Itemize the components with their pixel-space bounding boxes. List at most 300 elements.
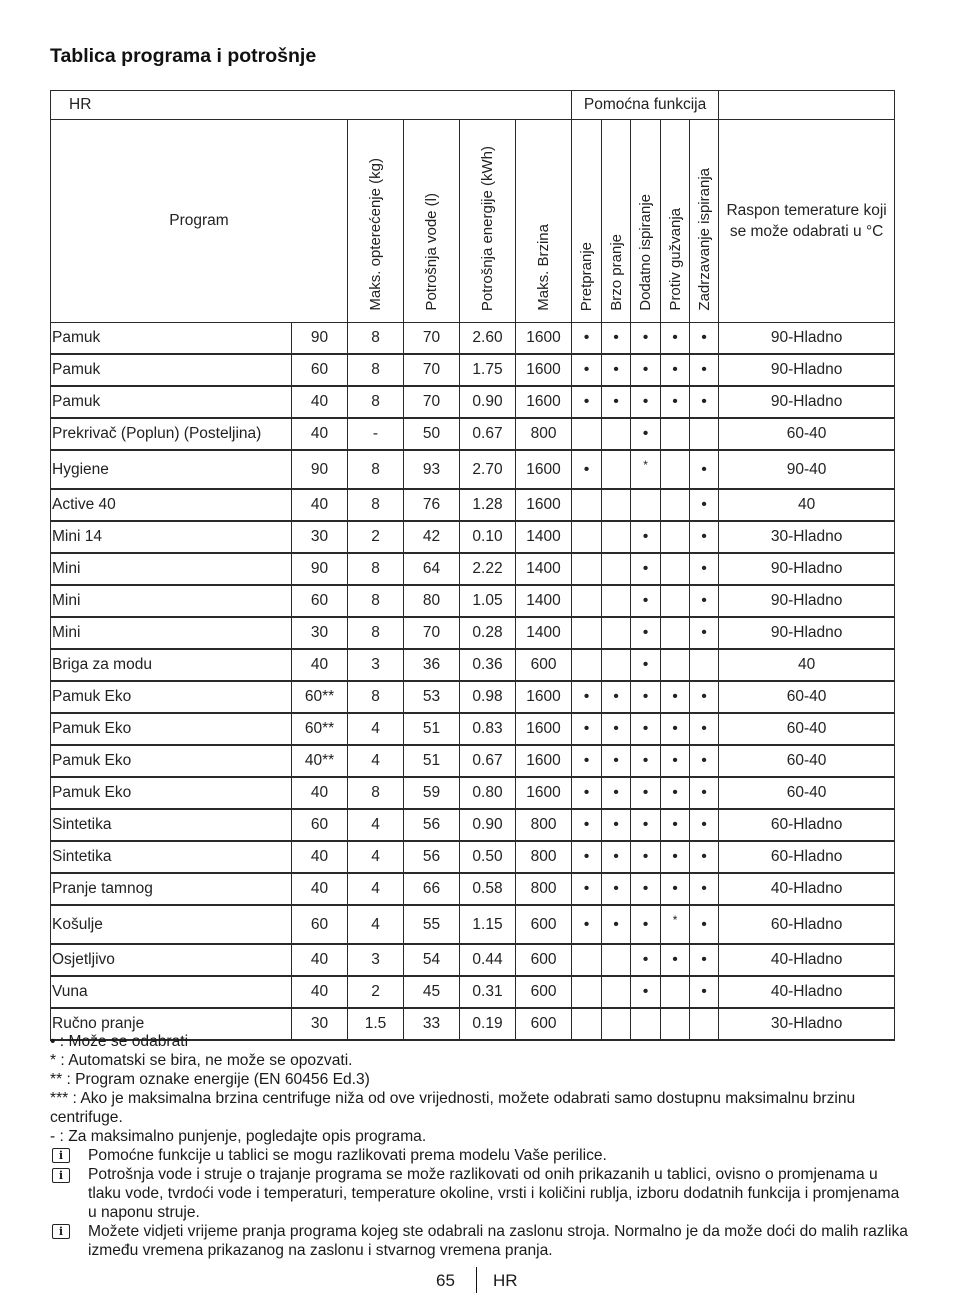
anti-crease-mark	[661, 489, 690, 521]
prewash-mark: •	[572, 745, 602, 777]
program-name: Ručno pranje	[51, 1008, 292, 1040]
extra-rinse-mark: •	[631, 553, 661, 585]
water-header: Potrošnja vode (l)	[404, 120, 460, 323]
extra-rinse-mark: •	[631, 354, 661, 386]
table-row	[51, 354, 895, 386]
prewash-mark: •	[572, 713, 602, 745]
extra-rinse-mark: •	[631, 649, 661, 681]
water-consumption: 51	[404, 713, 460, 745]
extra-rinse-mark: •	[631, 386, 661, 418]
water-consumption: 70	[404, 386, 460, 418]
max-spin-speed: 800	[516, 873, 572, 905]
program-name: Pamuk	[51, 386, 292, 418]
water-consumption: 64	[404, 553, 460, 585]
max-load: 2	[348, 976, 404, 1008]
max-spin-speed: 1400	[516, 585, 572, 617]
max-spin-speed: 1400	[516, 617, 572, 649]
max-load: 3	[348, 944, 404, 976]
energy-consumption: 0.90	[460, 386, 516, 418]
temperature-range: 90-Hladno	[719, 386, 895, 418]
program-name: Mini 14	[51, 521, 292, 553]
table-row	[51, 713, 895, 745]
energy-consumption: 2.70	[460, 450, 516, 489]
quick-wash-header: Brzo pranje	[602, 120, 631, 323]
energy-consumption: 0.67	[460, 745, 516, 777]
program-temperature: 40	[292, 873, 348, 905]
table-row	[51, 521, 895, 553]
extra-rinse-mark: •	[631, 521, 661, 553]
energy-consumption: 0.90	[460, 809, 516, 841]
rinse-hold-mark: •	[690, 489, 719, 521]
program-temperature: 60**	[292, 713, 348, 745]
water-consumption: 56	[404, 809, 460, 841]
program-temperature: 60	[292, 585, 348, 617]
max-load: 8	[348, 553, 404, 585]
max-load: 8	[348, 617, 404, 649]
energy-consumption: 0.80	[460, 777, 516, 809]
quick-wash-mark	[602, 617, 631, 649]
program-temperature: 90	[292, 553, 348, 585]
program-name: Pamuk	[51, 323, 292, 355]
temperature-range: 90-Hladno	[719, 617, 895, 649]
max-spin-speed: 600	[516, 649, 572, 681]
program-name: Active 40	[51, 489, 292, 521]
max-load: 4	[348, 841, 404, 873]
anti-crease-mark: •	[661, 354, 690, 386]
energy-consumption: 0.28	[460, 617, 516, 649]
table-row	[51, 418, 895, 450]
extra-rinse-mark: •	[631, 585, 661, 617]
legend-dash: - : Za maksimalno punjenje, pogledajte opis programa.	[50, 1128, 427, 1145]
table-row	[51, 873, 895, 905]
program-name: Mini	[51, 617, 292, 649]
program-name: Osjetljivo	[51, 944, 292, 976]
max-spin-speed: 1600	[516, 386, 572, 418]
extra-rinse-mark: •	[631, 976, 661, 1008]
energy-consumption: 1.15	[460, 905, 516, 944]
rinse-hold-header: Zadrzavanje ispiranja	[690, 120, 719, 323]
max-load: 8	[348, 585, 404, 617]
water-consumption: 51	[404, 745, 460, 777]
max-spin-speed: 1600	[516, 450, 572, 489]
max-spin-speed: 1600	[516, 681, 572, 713]
rinse-hold-mark: •	[690, 713, 719, 745]
note-text: Možete vidjeti vrijeme pranja programa kojeg ste odabrali na zaslonu stroja. Normalno je da može doći do malih razlika između vremena prikazanog na zaslonu i stvarnog vremena pranja.	[88, 1223, 908, 1259]
prewash-mark: •	[572, 450, 602, 489]
table-row	[51, 841, 895, 873]
table-row	[51, 386, 895, 418]
temperature-range: 60-40	[719, 713, 895, 745]
water-consumption: 59	[404, 777, 460, 809]
prewash-mark	[572, 418, 602, 450]
program-name: Briga za modu	[51, 649, 292, 681]
temperature-range: 90-Hladno	[719, 553, 895, 585]
temperature-range: 60-40	[719, 745, 895, 777]
energy-consumption: 0.36	[460, 649, 516, 681]
quick-wash-mark: •	[602, 809, 631, 841]
quick-wash-mark: •	[602, 354, 631, 386]
program-temperature: 40	[292, 976, 348, 1008]
program-name: Mini	[51, 553, 292, 585]
temperature-range: 40-Hladno	[719, 976, 895, 1008]
program-name: Mini	[51, 585, 292, 617]
quick-wash-mark	[602, 585, 631, 617]
energy-consumption: 0.58	[460, 873, 516, 905]
prewash-mark: •	[572, 354, 602, 386]
water-consumption: 36	[404, 649, 460, 681]
rinse-hold-mark: •	[690, 354, 719, 386]
water-consumption: 70	[404, 354, 460, 386]
note-aux-functions	[50, 1146, 910, 1222]
extra-rinse-mark: •	[631, 809, 661, 841]
energy-consumption: 0.19	[460, 1008, 516, 1040]
rinse-hold-mark: •	[690, 521, 719, 553]
max-spin-speed: 800	[516, 418, 572, 450]
program-name: Košulje	[51, 905, 292, 944]
prewash-mark: •	[572, 809, 602, 841]
program-temperature: 90	[292, 450, 348, 489]
program-temperature: 90	[292, 323, 348, 355]
max-load: 1.5	[348, 1008, 404, 1040]
program-name: Pamuk Eko	[51, 681, 292, 713]
table-row	[51, 649, 895, 681]
program-temperature: 40	[292, 418, 348, 450]
program-table	[50, 90, 895, 1041]
rinse-hold-mark: •	[690, 873, 719, 905]
temperature-range: 90-40	[719, 450, 895, 489]
anti-crease-mark	[661, 521, 690, 553]
quick-wash-mark: •	[602, 777, 631, 809]
program-temperature: 30	[292, 617, 348, 649]
rinse-hold-mark: •	[690, 841, 719, 873]
extra-rinse-mark: •	[631, 713, 661, 745]
max-spin-speed: 1600	[516, 489, 572, 521]
anti-crease-mark: •	[661, 777, 690, 809]
prewash-mark	[572, 489, 602, 521]
energy-consumption: 1.28	[460, 489, 516, 521]
prewash-mark: •	[572, 386, 602, 418]
temperature-range: 40-Hladno	[719, 873, 895, 905]
table-row	[51, 976, 895, 1008]
program-temperature: 60	[292, 809, 348, 841]
max-load: 8	[348, 386, 404, 418]
anti-crease-mark: *	[661, 905, 690, 944]
anti-crease-mark: •	[661, 681, 690, 713]
program-temperature: 40	[292, 489, 348, 521]
energy-consumption: 2.22	[460, 553, 516, 585]
table-row	[51, 745, 895, 777]
table-row	[51, 553, 895, 585]
prewash-header: Pretpranje	[572, 120, 602, 323]
quick-wash-mark	[602, 450, 631, 489]
temperature-range: 90-Hladno	[719, 323, 895, 355]
extra-rinse-mark: •	[631, 323, 661, 355]
quick-wash-mark	[602, 418, 631, 450]
rinse-hold-mark: •	[690, 809, 719, 841]
program-temperature: 40	[292, 944, 348, 976]
energy-consumption: 0.83	[460, 713, 516, 745]
quick-wash-mark: •	[602, 386, 631, 418]
temperature-range: 60-Hladno	[719, 809, 895, 841]
water-consumption: 80	[404, 585, 460, 617]
max-load: 8	[348, 354, 404, 386]
water-consumption: 50	[404, 418, 460, 450]
program-temperature: 60	[292, 354, 348, 386]
note-text: Pomoćne funkcije u tablici se mogu razlikovati prema modelu Vaše perilice.	[88, 1147, 607, 1164]
extra-rinse-mark: •	[631, 944, 661, 976]
rinse-hold-mark: •	[690, 944, 719, 976]
energy-consumption: 1.75	[460, 354, 516, 386]
energy-consumption: 0.67	[460, 418, 516, 450]
program-temperature: 40	[292, 386, 348, 418]
prewash-mark: •	[572, 681, 602, 713]
water-consumption: 54	[404, 944, 460, 976]
table-row	[51, 489, 895, 521]
energy-consumption: 0.31	[460, 976, 516, 1008]
water-consumption: 56	[404, 841, 460, 873]
top-right-empty	[719, 91, 895, 120]
rinse-hold-mark: •	[690, 585, 719, 617]
anti-crease-mark: •	[661, 713, 690, 745]
quick-wash-mark: •	[602, 873, 631, 905]
program-name: Pamuk Eko	[51, 777, 292, 809]
max-load: 8	[348, 450, 404, 489]
energy-consumption: 0.98	[460, 681, 516, 713]
load-header: Maks. opterećenje (kg)	[348, 120, 404, 323]
legend-star: * : Automatski se bira, ne može se opozvati.	[50, 1052, 353, 1069]
program-temperature: 40**	[292, 745, 348, 777]
temperature-range: 60-40	[719, 681, 895, 713]
anti-crease-mark	[661, 418, 690, 450]
max-load: 4	[348, 713, 404, 745]
info-icon: i	[52, 1224, 70, 1239]
extra-rinse-mark: *	[631, 450, 661, 489]
water-consumption: 45	[404, 976, 460, 1008]
program-temperature: 40	[292, 777, 348, 809]
water-consumption: 70	[404, 323, 460, 355]
rinse-hold-mark: •	[690, 386, 719, 418]
program-temperature: 40	[292, 649, 348, 681]
quick-wash-mark	[602, 489, 631, 521]
prewash-mark	[572, 649, 602, 681]
anti-crease-mark	[661, 649, 690, 681]
max-load: 3	[348, 649, 404, 681]
anti-crease-mark	[661, 553, 690, 585]
extra-rinse-mark: •	[631, 841, 661, 873]
anti-crease-mark: •	[661, 809, 690, 841]
program-name: Sintetika	[51, 841, 292, 873]
table-row	[51, 585, 895, 617]
water-consumption: 70	[404, 617, 460, 649]
rinse-hold-mark: •	[690, 976, 719, 1008]
max-spin-speed: 800	[516, 809, 572, 841]
rinse-hold-mark: •	[690, 745, 719, 777]
program-name: Pamuk	[51, 354, 292, 386]
extra-rinse-mark: •	[631, 745, 661, 777]
max-spin-speed: 1600	[516, 777, 572, 809]
max-spin-speed: 600	[516, 905, 572, 944]
water-consumption: 55	[404, 905, 460, 944]
water-consumption: 76	[404, 489, 460, 521]
temperature-range-header: Raspon temerature koji se može odabrati u °C	[719, 120, 895, 323]
rinse-hold-mark: •	[690, 617, 719, 649]
anti-crease-mark	[661, 617, 690, 649]
anti-crease-mark: •	[661, 944, 690, 976]
max-load: 8	[348, 681, 404, 713]
program-temperature: 30	[292, 1008, 348, 1040]
anti-crease-mark: •	[661, 323, 690, 355]
program-temperature: 40	[292, 841, 348, 873]
extra-rinse-mark: •	[631, 617, 661, 649]
temperature-range: 60-Hladno	[719, 841, 895, 873]
energy-header: Potrošnja energije (kWh)	[460, 120, 516, 323]
max-load: 4	[348, 809, 404, 841]
rinse-hold-mark: •	[690, 777, 719, 809]
info-icon: i	[52, 1168, 70, 1183]
temperature-range: 40-Hladno	[719, 944, 895, 976]
extra-rinse-mark: •	[631, 905, 661, 944]
water-consumption: 93	[404, 450, 460, 489]
prewash-mark	[572, 585, 602, 617]
energy-consumption: 0.50	[460, 841, 516, 873]
extra-rinse-mark: •	[631, 418, 661, 450]
note-display-time	[50, 1222, 910, 1260]
extra-rinse-mark: •	[631, 681, 661, 713]
anti-crease-mark: •	[661, 873, 690, 905]
extra-rinse-header: Dodatno ispiranje	[631, 120, 661, 323]
program-name: Pamuk Eko	[51, 713, 292, 745]
prewash-mark	[572, 617, 602, 649]
quick-wash-mark: •	[602, 905, 631, 944]
temperature-range: 60-40	[719, 777, 895, 809]
max-spin-speed: 1600	[516, 354, 572, 386]
rinse-hold-mark	[690, 418, 719, 450]
rinse-hold-mark	[690, 649, 719, 681]
max-spin-speed: 600	[516, 944, 572, 976]
anti-crease-mark	[661, 450, 690, 489]
max-load: 4	[348, 873, 404, 905]
water-consumption: 33	[404, 1008, 460, 1040]
rinse-hold-mark: •	[690, 905, 719, 944]
program-name: Sintetika	[51, 809, 292, 841]
temperature-range: 60-Hladno	[719, 905, 895, 944]
program-temperature: 60**	[292, 681, 348, 713]
prewash-mark	[572, 976, 602, 1008]
temperature-range: 90-Hladno	[719, 354, 895, 386]
quick-wash-mark: •	[602, 841, 631, 873]
extra-rinse-mark: •	[631, 777, 661, 809]
page-title: Tablica programa i potrošnje	[50, 45, 317, 67]
temperature-range: 90-Hladno	[719, 585, 895, 617]
table-lang-label: HR	[51, 91, 572, 120]
rinse-hold-mark: •	[690, 681, 719, 713]
prewash-mark: •	[572, 905, 602, 944]
water-consumption: 53	[404, 681, 460, 713]
program-name: Pranje tamnog	[51, 873, 292, 905]
energy-consumption: 1.05	[460, 585, 516, 617]
rinse-hold-mark: •	[690, 323, 719, 355]
quick-wash-mark: •	[602, 681, 631, 713]
temperature-range: 40	[719, 489, 895, 521]
note-text: Potrošnja vode i struje o trajanje programa se može razlikovati od onih prikazanih u tablici, ovisno o promjenama u tlaku vode, tvrdoći vode i temperaturi, temperature okoline, vrsti i količini rublja, izboru dodatnih funkcija i promjenama u naponu struje.	[88, 1166, 900, 1221]
quick-wash-mark	[602, 944, 631, 976]
energy-consumption: 0.44	[460, 944, 516, 976]
footer-language: HR	[493, 1271, 518, 1290]
max-load: 4	[348, 745, 404, 777]
max-load: -	[348, 418, 404, 450]
quick-wash-mark: •	[602, 713, 631, 745]
water-consumption: 42	[404, 521, 460, 553]
program-temperature: 60	[292, 905, 348, 944]
program-header: Program	[51, 120, 348, 323]
prewash-mark: •	[572, 777, 602, 809]
max-spin-speed: 1600	[516, 323, 572, 355]
max-spin-speed: 1600	[516, 713, 572, 745]
energy-consumption: 0.10	[460, 521, 516, 553]
table-row	[51, 681, 895, 713]
prewash-mark: •	[572, 323, 602, 355]
water-consumption: 66	[404, 873, 460, 905]
anti-crease-mark	[661, 585, 690, 617]
temperature-range: 30-Hladno	[719, 1008, 895, 1040]
anti-crease-mark: •	[661, 386, 690, 418]
footer-divider	[476, 1267, 477, 1293]
max-load: 4	[348, 905, 404, 944]
anti-crease-mark	[661, 976, 690, 1008]
rinse-hold-mark: •	[690, 450, 719, 489]
legend-dot: • : Može se odabrati	[50, 1033, 189, 1050]
energy-consumption: 2.60	[460, 323, 516, 355]
legend-triple-star: *** : Ako je maksimalna brzina centrifuge niža od ove vrijednosti, možete odabrati samo dostupnu maksimalnu brzinu centrifuge.	[50, 1090, 856, 1126]
max-load: 2	[348, 521, 404, 553]
quick-wash-mark: •	[602, 745, 631, 777]
temperature-range: 30-Hladno	[719, 521, 895, 553]
max-spin-speed: 1400	[516, 521, 572, 553]
quick-wash-mark: •	[602, 323, 631, 355]
prewash-mark	[572, 553, 602, 585]
info-icon: i	[52, 1148, 70, 1163]
prewash-mark: •	[572, 873, 602, 905]
program-name: Pamuk Eko	[51, 745, 292, 777]
rinse-hold-mark: •	[690, 553, 719, 585]
legend	[50, 1032, 910, 1260]
quick-wash-mark	[602, 553, 631, 585]
table-row	[51, 323, 895, 355]
table-row	[51, 944, 895, 976]
extra-rinse-mark: •	[631, 873, 661, 905]
table-row	[51, 777, 895, 809]
temperature-range: 40	[719, 649, 895, 681]
temperature-range: 60-40	[719, 418, 895, 450]
program-name: Hygiene	[51, 450, 292, 489]
prewash-mark: •	[572, 841, 602, 873]
max-spin-speed: 800	[516, 841, 572, 873]
table-row	[51, 617, 895, 649]
program-name: Vuna	[51, 976, 292, 1008]
table-row	[51, 809, 895, 841]
max-load: 8	[348, 489, 404, 521]
anti-crease-header: Protiv gužvanja	[661, 120, 690, 323]
max-spin-speed: 600	[516, 976, 572, 1008]
program-name: Prekrivač (Poplun) (Posteljina)	[51, 418, 292, 450]
max-spin-speed: 600	[516, 1008, 572, 1040]
max-spin-speed: 1400	[516, 553, 572, 585]
prewash-mark	[572, 944, 602, 976]
extra-rinse-mark	[631, 489, 661, 521]
anti-crease-mark: •	[661, 841, 690, 873]
quick-wash-mark	[602, 976, 631, 1008]
max-load: 8	[348, 323, 404, 355]
